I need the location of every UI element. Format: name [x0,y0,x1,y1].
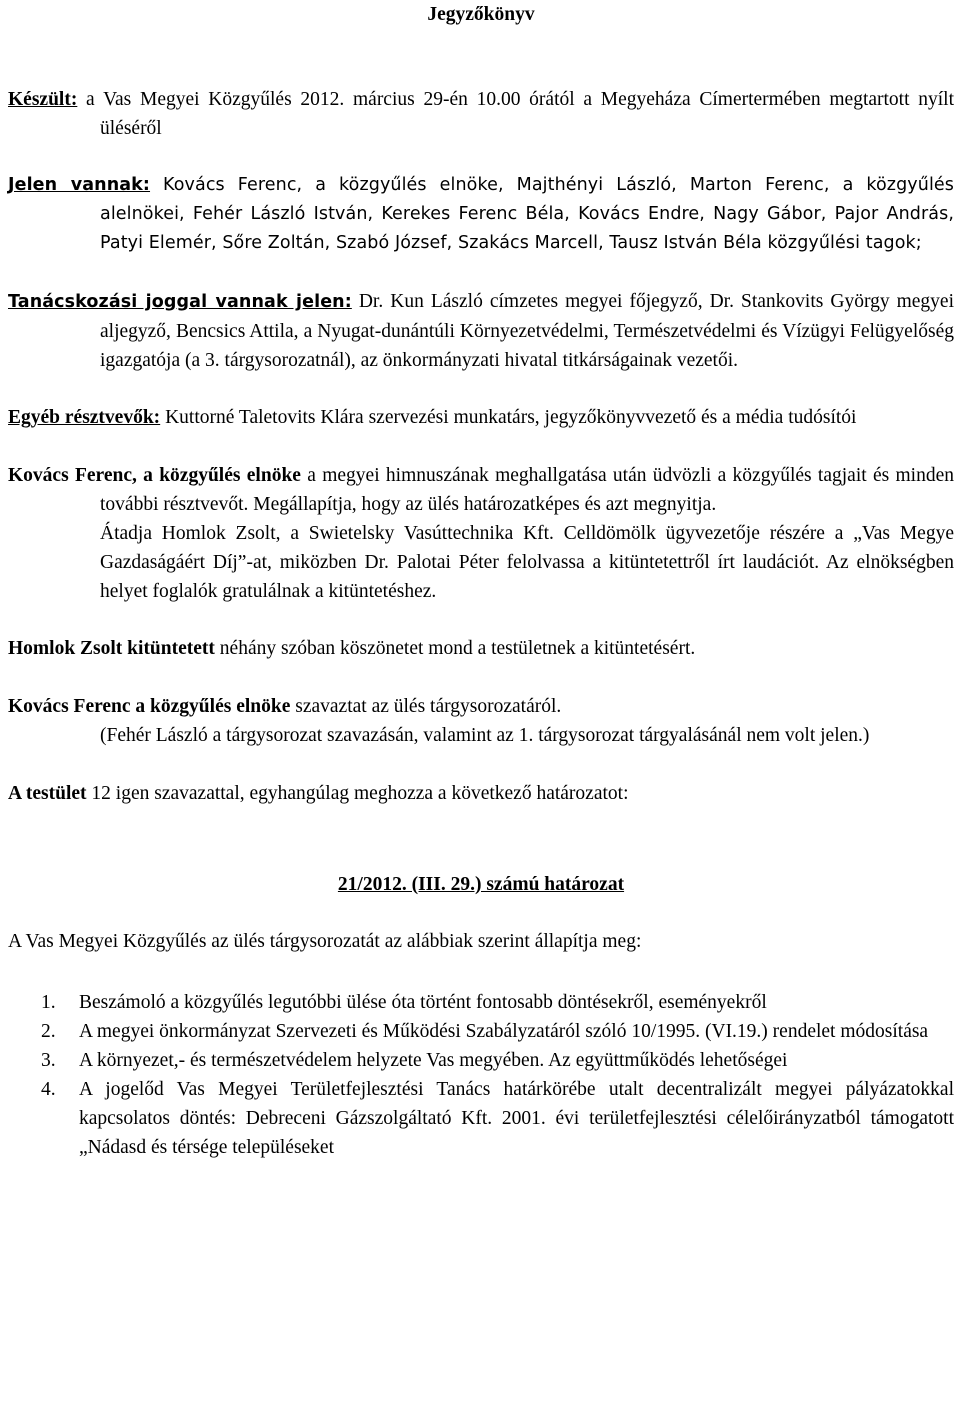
keszult-paragraph [8,85,954,143]
opening-speaker: Kovács Ferenc, a közgyűlés elnöke [8,465,301,486]
jelen-paragraph [8,171,954,258]
agenda-item-number: 3. [41,1050,56,1071]
thanks-speaker: Homlok Zsolt kitüntetett [8,638,215,659]
decision-text: 12 igen szavazattal, egyhangúlag meghozza a következő határozatot: [86,783,629,804]
opening-text: a megyei himnuszának meghallgatása után üdvözli a közgyűlés tagjait és minden további résztvevőt. Megállapítja, hogy az ülés határozatképes és azt megnyitja. [100,465,954,515]
document-title: Jegyzőkönyv [427,4,535,25]
thanks-paragraph [8,634,954,663]
resolution-intro: A Vas Megyei Közgyűlés az ülés tárgysorozatát az alábbiak szerint állapítja meg: [8,931,642,952]
jelen-text: Kovács Ferenc, a közgyűlés elnöke, Majthényi László, Marton Ferenc, a közgyűlés alelnökei, Fehér László István, Kerekes Ferenc Béla, Kovács Endre, Nagy Gábor, Pajor András, Patyi Elemér, Sőre Zoltán, Szabó József, Szakács Marcell, Tausz István Béla közgyűlési tagok; [100,175,954,253]
tanacskozasi-text: Dr. Kun László címzetes megyei főjegyző, Dr. Stankovits György megyei aljegyző, Bencsics Attila, a Nyugat-dunántúli Környezetvédelmi, Természetvédelmi és Vízügyi Felügyelőség igazgatója (a 3. tárgysorozatnál), az önkormányzati hivatal titkárságainak vezetői. [100,291,954,371]
agenda-item-text: A jogelőd Vas Megyei Területfejlesztési Tanács határkörébe utalt decentralizált megyei pályázatokkal kapcsolatos döntés: Debreceni Gázszolgáltató Kft. 2001. évi területfejlesztési célelőirányzatból támogatott „Nádasd és térsége településeket [79,1079,954,1158]
agenda-item [8,1017,954,1046]
keszult-text: a Vas Megyei Közgyűlés 2012. március 29-én 10.00 órától a Megyeháza Címertermében megtartott nyílt üléséről [77,89,954,139]
agenda-item-text: A megyei önkormányzat Szervezeti és Működési Szabályzatáról szóló 10/1995. (VI.19.) rendelet módosítása [79,1021,929,1042]
agenda-item [8,1075,954,1162]
agenda-item-number: 4. [41,1079,56,1100]
egyeb-paragraph [8,403,954,432]
vote-text: szavaztat az ülés tárgysorozatáról. [290,696,562,717]
jelen-label: Jelen vannak: [8,175,151,195]
egyeb-text: Kuttorné Taletovits Klára szervezési munkatárs, jegyzőkönyvvezető és a média tudósítói [160,407,857,428]
vote-paragraph [8,692,954,721]
document [8,0,954,1162]
resolution-title: 21/2012. (III. 29.) számú határozat [337,874,625,895]
agenda-item-number: 1. [41,992,56,1013]
agenda-item-number: 2. [41,1021,56,1042]
agenda-item-text: Beszámoló a közgyűlés legutóbbi ülése óta történt fontosabb döntésekről, eseményekről [79,992,767,1013]
tanacskozasi-paragraph [8,287,954,375]
opening-paragraph [8,461,954,519]
agenda-item [8,988,954,1017]
agenda-item-text: A környezet,- és természetvédelem helyzete Vas megyében. Az együttműködés lehetőségei [79,1050,788,1071]
agenda-list [8,988,954,1162]
thanks-text: néhány szóban köszönetet mond a testületnek a kitüntetésért. [214,638,696,659]
decision-subject: A testület [8,783,87,804]
agenda-item [8,1046,954,1075]
egyeb-label: Egyéb résztvevők: [8,407,161,428]
tanacskozasi-label: Tanácskozási joggal vannak jelen: [8,292,352,312]
keszult-label: Készült: [8,89,78,110]
vote-speaker: Kovács Ferenc a közgyűlés elnöke [8,696,291,717]
decision-paragraph [8,779,954,808]
vote-note: (Fehér László a tárgysorozat szavazásán, valamint az 1. tárgysorozat tárgyalásánál nem volt jelen.) [100,725,870,746]
award-paragraph: Átadja Homlok Zsolt, a Swietelsky Vasúttechnika Kft. Celldömölk ügyvezetője részére a „Vas Megye Gazdaságáért Díj”-at, miközben Dr. Palotai Péter felolvassa a kitüntetettről írt laudációt. Az elnökségben helyet foglalók gratulálnak a kitüntetéshez. [100,523,954,602]
